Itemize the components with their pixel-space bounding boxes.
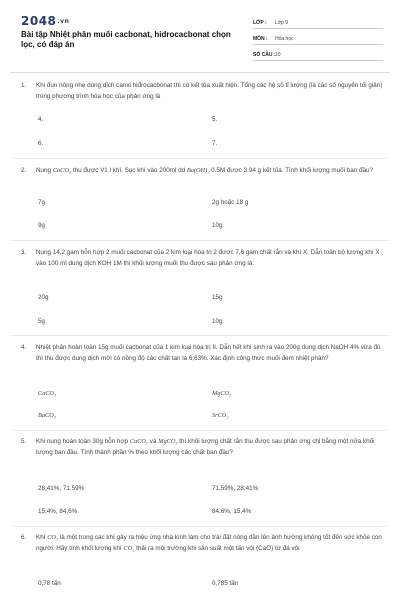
question-separator	[12, 430, 388, 431]
formula: MgCO₃	[158, 438, 178, 445]
question-separator	[12, 158, 388, 159]
question-2-option-c[interactable]: 9g	[38, 222, 46, 229]
question-5-option-a[interactable]: 28,41%, 71,59%	[38, 485, 85, 492]
question-6-option-a[interactable]: 0,78 tấn	[38, 580, 61, 587]
question-3-option-b[interactable]: 15g	[212, 294, 223, 301]
page-header	[21, 14, 381, 62]
question-2-option-b[interactable]: 2g hoặc 18 g	[212, 199, 249, 206]
question-text: Khí CO₂ là một trong các khí gây ra hiệu ứng nhà kính làm cho trái đất nóng dần lên ảnh hưởng không tốt đến sức khỏe con người. Hãy tính khối lượng khí CO₂ thải ra môi trường khi sản suất một tấn vôi (CaO) từ đá vôi	[36, 534, 382, 552]
formula: Ba(OH)₂	[186, 167, 210, 174]
question-3-option-d[interactable]: 10g	[212, 318, 223, 325]
meta-class-value: Lớp 9	[275, 20, 289, 26]
question-2-option-a[interactable]: 7g	[38, 199, 46, 206]
question-5-option-d[interactable]: 84,6%, 15,4%	[212, 508, 252, 515]
meta-question-count	[253, 51, 383, 61]
question-1-option-b[interactable]: 5.	[212, 116, 218, 123]
question-number: 5.	[21, 438, 27, 445]
question-2-option-d[interactable]: 10g	[212, 222, 223, 229]
question-6-option-b[interactable]: 0,785 tấn	[212, 580, 239, 587]
question-4-option-a[interactable]: CaCO₃	[38, 390, 57, 397]
question-number: 4.	[21, 344, 27, 351]
meta-class-label: LỚP :	[253, 20, 267, 26]
question-5-option-b[interactable]: 71,59%, 28,41%	[212, 485, 259, 492]
question-separator	[12, 240, 388, 241]
question-text: Khi đun nóng nhẹ dung dịch canxi hiđrocacbonat thì có kết tủa xuất hiện. Tổng các hệ số tỉ lượng (là các số nguyên tối giản) trong phương trình hóa học của phản ứng là	[36, 82, 383, 100]
question-text: Khi nung hoàn toàn 30g hỗn hợp CaCO₃ và MgCO₃ thì khối lượng chất rắn thu được sau phản ứng chỉ bằng một nửa khối lượng ban đầu. Tính thành phần % theo khối lượng các chất ban đầu?	[36, 438, 375, 456]
question-number: 6.	[21, 534, 27, 541]
question-text: Nung 14,2 gam hỗn hợp 2 muối cacbonat của 2 kim loại hóa trị 2 được 7,6 gam chất rắn và khí X. Dẫn toàn bộ lượng khí X vào 100 ml dung dịch KOH 1M thì khối lượng muối thu được sau phản ứng là:	[36, 249, 380, 267]
formula: CO₂	[123, 544, 135, 552]
meta-count-value: 10	[275, 52, 281, 58]
header-divider	[10, 72, 390, 73]
question-1-option-a[interactable]: 4.	[38, 116, 44, 123]
question-4-option-d[interactable]: SrCO₃	[212, 412, 229, 419]
meta-subject	[253, 35, 383, 45]
meta-subject-label: MÔN :	[253, 36, 268, 42]
question-3-option-a[interactable]: 20g	[38, 294, 49, 301]
formula: CO₂	[47, 534, 59, 541]
question-1-option-d[interactable]: 7.	[212, 140, 218, 147]
question-4-option-c[interactable]: BaCO₃	[38, 412, 56, 419]
page-title: Bài tập Nhiệt phân muối cacbonat, hidrocacbonat chọn lọc, có đáp án	[21, 30, 231, 49]
formula: CaCO₃	[52, 167, 72, 174]
question-number: 3.	[21, 249, 27, 256]
site-logo[interactable]: 2048.vn	[21, 14, 70, 28]
question-3-option-c[interactable]: 5g	[38, 318, 46, 325]
question-separator	[12, 526, 388, 527]
question-5-option-c[interactable]: 15,4%, 84,6%	[38, 508, 78, 515]
meta-subject-value: Hóa học	[275, 36, 294, 42]
question-4-option-b[interactable]: MgCO₃	[212, 390, 232, 397]
meta-count-label: SỐ CÂU :	[253, 52, 276, 58]
question-1-option-c[interactable]: 6.	[38, 140, 44, 147]
question-number: 1.	[21, 82, 27, 89]
question-number: 2.	[21, 167, 27, 174]
meta-class	[253, 19, 383, 29]
formula: CaCO₃	[129, 438, 149, 445]
question-text: Nung CaCO₃ thu được V1 l khí. Sục khí vào 200ml dd Ba(OH)₂ 0.5M được 3.94 g kết tủa. Tính khối lượng muối ban đầu?	[36, 167, 374, 174]
question-separator	[12, 335, 388, 336]
question-text: Nhiệt phân hoàn toàn 15g muối cacbonat của 1 kim loại hóa trị II. Dẫn hết khí sinh ra vào 200g dung dịch NaOH 4% vừa đủ thì thu được dung dịch mới có nồng độ các chất tan là 6,63%. Xác định công thức muối đem nhiệt phân?	[36, 344, 381, 362]
